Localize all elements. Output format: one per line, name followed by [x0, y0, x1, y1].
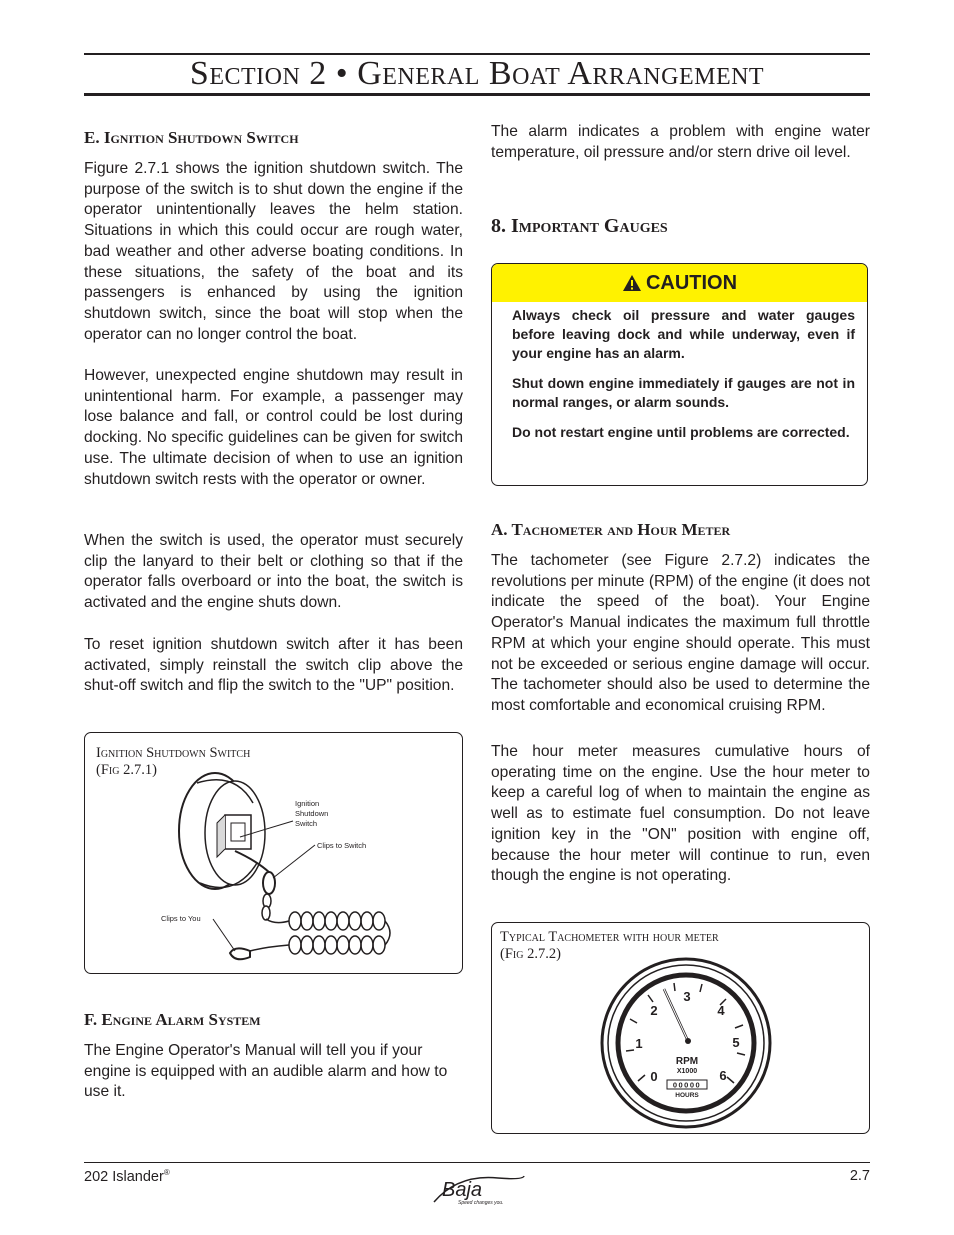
- registered-mark: ®: [163, 1168, 170, 1177]
- heading-important-gauges: 8. Important Gauges: [491, 215, 668, 237]
- caution-line-3: Do not restart engine until problems are corrected.: [512, 424, 850, 440]
- belt-clip: [230, 948, 250, 959]
- page-number: 2.7: [849, 1168, 870, 1184]
- dial-number-1: 1: [635, 1036, 643, 1051]
- dial-number-6: 6: [719, 1068, 727, 1083]
- rpm-label: RPM: [675, 1056, 699, 1067]
- ignition-paragraph-1: Figure 2.7.1 shows the ignition shutdown switch. The purpose of the switch is to shut down the engine if the operator unintentionally leaves the helm station. Situations in which this could occur are rough water, bad weather and other adverse boating conditions. In these situations, the safety of the boat and its passengers is enhanced by using the ignition shutdown switch, since the boat will stop when the operator can no longer control the boat.: [84, 160, 463, 343]
- ignition-paragraph-2: However, unexpected engine shutdown may result in unintentional harm. For example, a passenger may lose balance and fall, or control could be lost during docking. No specific guidelines can be given for switch use. The ultimate decision of when to use an ignition shutdown switch rests with the operator or owner.: [84, 367, 463, 488]
- ignition-switch-illustration: [85, 733, 462, 973]
- warning-triangle-icon: [622, 274, 642, 292]
- logo-tagline: Speed changes you.: [458, 1200, 504, 1206]
- hours-label: HOURS: [675, 1092, 699, 1099]
- header-bottom-rule: [84, 93, 870, 96]
- label-clips-to-you: Clips to You: [161, 914, 201, 923]
- baja-logo: [428, 1168, 528, 1208]
- figure1-caption-number: (Fig 2.7.1): [96, 762, 157, 778]
- logo-wordmark: Baja: [442, 1179, 483, 1201]
- ignition-paragraph-4: To reset ignition shutdown switch after it has been activated, simply reinstall the switch clip above the shut-off switch and flip the switch to the "UP" position.: [84, 636, 463, 695]
- dial-number-4: 4: [717, 1003, 725, 1018]
- tachometer-paragraph-1: The tachometer (see Figure 2.7.2) indicates the revolutions per minute (RPM) of the engine (it does not indicate the speed of the boat). Your Engine Operator's Manual indicates the maximum full throttle RPM at which your engine should operate. This must not be exceeded or serious engine damage will occur. The tachometer should also be used to determine the most comfortable and economical cruising RPM.: [491, 552, 870, 714]
- multiplier-label: X1000: [676, 1068, 698, 1075]
- caution-line-2: Shut down engine immediately if gauges are not in normal ranges, or alarm sounds.: [512, 375, 855, 410]
- caution-header: [492, 264, 867, 302]
- figure1-caption-title: Ignition Shutdown Switch: [96, 745, 251, 761]
- coiled-lanyard: [250, 912, 390, 954]
- dial-number-3: 3: [683, 989, 691, 1004]
- section-title: Section 2 • General Boat Arrangement: [189, 55, 765, 92]
- figure2-caption-number: (Fig 2.7.2): [500, 946, 561, 962]
- label-ignition-switch-3: Switch: [295, 819, 318, 828]
- dial-number-2: 2: [650, 1003, 658, 1018]
- label-ignition-switch-1: Ignition: [295, 799, 320, 808]
- dial-number-5: 5: [732, 1035, 740, 1050]
- label-clips-to-switch: Clips to Switch: [317, 841, 367, 850]
- tachometer-paragraph-2: The hour meter measures cumulative hours of operating time on the engine. Use the hour meter to keep a careful log of when to maintain the engine as well as to estimate fuel consumption. Do not leave ignition key in the "ON" position with engine off, because the hour meter will continue to run, even though the engine is not operating.: [491, 743, 870, 885]
- footer-model: [84, 1168, 170, 1185]
- alarm-paragraph-1: The Engine Operator's Manual will tell you if your engine is equipped with an audible alarm and how to use it.: [84, 1042, 448, 1101]
- caution-line-1: Always check oil pressure and water gauges before leaving dock and while underway, even if your engine has an alarm.: [512, 307, 855, 361]
- alarm-paragraph-2: The alarm indicates a problem with engine water temperature, oil pressure and/or stern drive oil level.: [491, 123, 870, 161]
- caution-box: [491, 263, 868, 486]
- ignition-paragraph-3: When the switch is used, the operator must securely clip the lanyard to their belt or clothing so that if the operator falls overboard or into the boat, the switch is activated and the engine shuts down.: [84, 532, 463, 612]
- figure-ignition-switch: [84, 732, 463, 974]
- footer-rule: [84, 1162, 870, 1163]
- heading-engine-alarm: F. Engine Alarm System: [84, 1010, 261, 1029]
- figure-tachometer: [491, 922, 870, 1134]
- footer-model-name: 202 Islander: [84, 1168, 164, 1185]
- caution-title: CAUTION: [645, 271, 738, 294]
- tachometer-illustration: [492, 923, 869, 1133]
- heading-tachometer: A. Tachometer and Hour Meter: [491, 520, 731, 539]
- dial-number-0: 0: [650, 1069, 658, 1084]
- caution-body: [492, 302, 867, 442]
- label-ignition-switch-2: Shutdown: [295, 809, 329, 818]
- figure2-caption-title: Typical Tachometer with hour meter: [500, 929, 719, 945]
- hour-meter-digits: 00000: [672, 1080, 702, 1090]
- heading-ignition-shutdown: E. Ignition Shutdown Switch: [84, 128, 299, 147]
